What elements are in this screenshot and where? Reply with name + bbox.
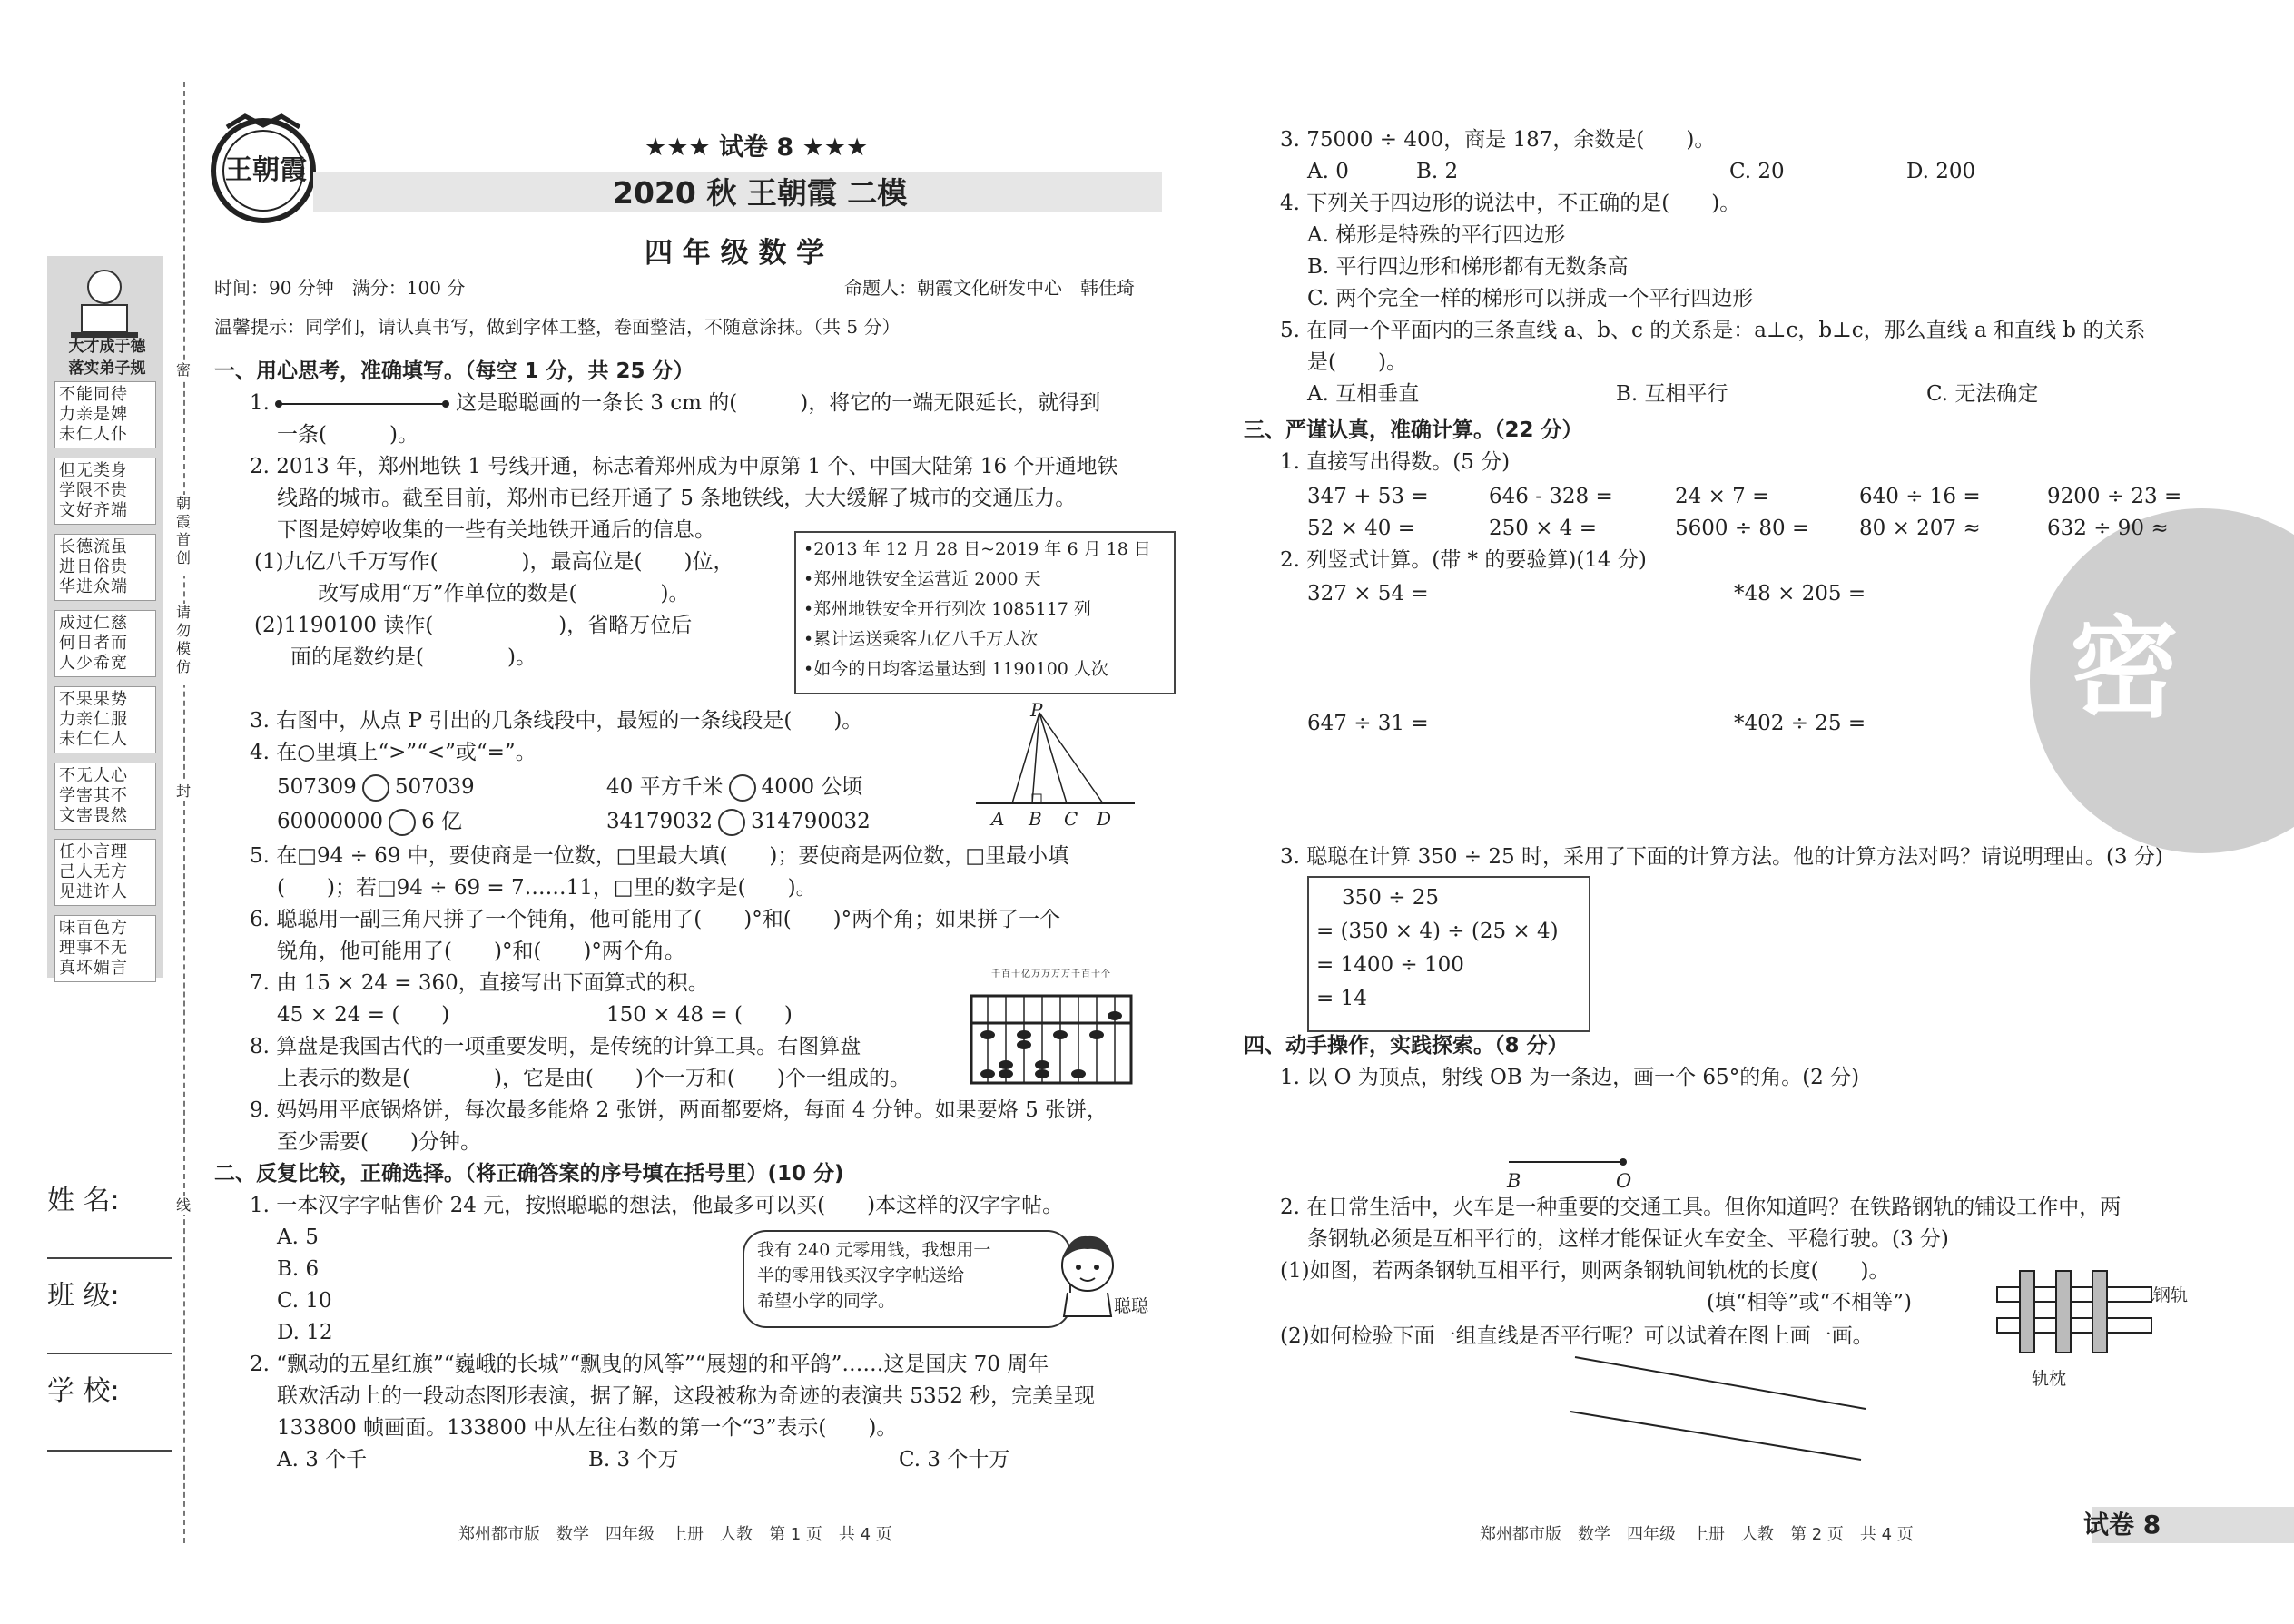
motto-line: 力亲是婢 [59,405,128,424]
c3-option[interactable]: D. 200 [1906,160,1976,183]
calc-item: 24 × 7 = [1675,485,1770,508]
q9-line-1: 9. 妈妈用平底锅烙饼，每次最多能烙 2 张饼，两面都要烙，每面 4 分钟。如果要烙 5 张饼， [250,1098,1108,1122]
exam-title: 2020 秋 王朝霞 二模 [613,175,908,211]
bubble-line: 半的零用钱买汉字字帖送给 [757,1265,965,1285]
motto-line: 任小言理 [59,842,128,861]
bubble-line: 我有 240 元零用钱，我想用一 [757,1240,991,1260]
compare-circle[interactable] [718,809,745,836]
motto-line: 不无人心 [59,766,128,785]
d2-sub-2: (2)如何检验下面一组直线是否平行呢？可以试着在图上画一画。 [1280,1324,1874,1348]
motto-line: 成过仁慈 [59,614,128,633]
c2-option[interactable]: B. 3 个万 [588,1448,679,1471]
q2-sub-2: (2)1190100 读作( )，省略万位后 [254,614,693,637]
q1-text: 这是聪聪画的一条长 3 cm 的( )，将它的一端无限延长，就得到 [456,391,1101,415]
motto-line: 未仁人仆 [59,425,128,444]
scholar-icon [64,261,145,343]
motto-block [54,763,156,830]
q2-line-1: 2. 2013 年，郑州地铁 1 号线开通，标志着郑州成为中原第 1 个、中国大陆第 16 个开通地铁 [250,455,1118,478]
calc-item: 250 × 4 = [1489,517,1598,540]
c5-line-1: 5. 在同一个平面内的三条直线 a、b、c 的关系是：a⊥c，b⊥c，那么直线 a 和直线 b 的关系 [1280,319,2146,342]
c3-option[interactable]: B. 2 [1416,160,1459,183]
motto-line: 学限不贵 [59,481,128,500]
q2-sub-1: (1)九亿八千万写作( )，最高位是( )位， [254,550,734,574]
c4-option[interactable]: C. 两个完全一样的梯形可以拼成一个平行四边形 [1307,287,1754,310]
section-1-title: 一、用心思考，准确填写。（每空 1 分，共 25 分） [214,359,694,383]
rail-figure [1993,1262,2161,1375]
q7-item-2: 150 × 48 = ( ) [606,1003,793,1027]
point-a-label: A [991,808,1005,830]
calc-item: 347 + 53 = [1307,485,1429,508]
q9-line-2: 至少需要( )分钟。 [277,1130,481,1154]
motto-line: 华进众端 [59,577,128,596]
c1-option[interactable]: A. 5 [277,1225,319,1249]
calc-item: 646 - 328 = [1489,485,1613,508]
cut-label-2: 请勿模仿 [172,604,194,685]
vertical-calc: 647 ÷ 31 = [1307,712,1429,735]
motto-line: 己人无方 [59,862,128,881]
motto-block [54,381,156,448]
cut-label-1: 朝霞首创 [172,495,194,576]
info-line: •2013 年 12 月 28 日~2019 年 6 月 18 日 [803,539,1151,559]
bubble-line: 希望小学的同学。 [757,1291,896,1311]
c1-option[interactable]: B. 6 [277,1257,320,1281]
method-line: = (350 × 4) ÷ (25 × 4) [1316,920,1559,943]
compare-circle[interactable] [729,774,756,802]
motto-line: 何日者而 [59,634,128,653]
two-lines-figure[interactable] [1566,1353,1870,1466]
motto-line: 学害其不 [59,786,128,805]
paper-number: ★★★ 试卷 8 ★★★ [645,133,869,162]
c5-option[interactable]: A. 互相垂直 [1307,382,1420,406]
motto-line: 长德流虽 [59,537,128,556]
motto-block [54,839,156,906]
motto-block [54,534,156,601]
q1-text-2: 一条( )。 [277,423,418,447]
q7-item-1: 45 × 24 = ( ) [277,1003,450,1027]
metro-info-box [794,531,1176,694]
c2-line-3: 133800 帧画面。133800 中从左往右数的第一个“3”表示( )。 [277,1416,898,1440]
q8-line-1: 8. 算盘是我国古代的一项重要发明，是传统的计算工具。右图算盘 [250,1035,861,1058]
seal-label-3: 线 [172,1196,194,1215]
compare-circle[interactable] [389,809,416,836]
rail-label: 钢轨 [2153,1285,2189,1305]
method-line: = 14 [1316,987,1367,1010]
q4-text: 4. 在○里填上“>”“<”或“=”。 [250,741,537,764]
motto-line: 力亲仁服 [59,710,128,729]
section-2-title: 二、反复比较，正确选择。（将正确答案的序号填在括号里）(10 分) [214,1162,844,1186]
ray-o-label: O [1616,1170,1632,1192]
q7-line-1: 7. 由 15 × 24 = 360，直接写出下面算式的积。 [250,971,709,995]
motto-line: 未仁仁人 [59,730,128,749]
c2-option[interactable]: C. 3 个十万 [899,1448,1010,1471]
motto-block [54,915,156,982]
vertical-calc: 327 × 54 = [1307,582,1429,605]
k2-text: 2. 列竖式计算。(带 * 的要验算)(14 分) [1280,548,1647,572]
q4-item-4: 34179032 314790032 [606,806,871,838]
c3-option[interactable]: A. 0 [1307,160,1349,183]
motto-line: 人少希宽 [59,654,128,673]
info-line: •郑州地铁安全开行列次 1085117 列 [803,599,1091,619]
name-label: 姓 名: [47,1185,120,1216]
q2-sub-1b: 改写成用“万”作单位的数是( )。 [318,582,690,605]
q1-number: 1. [250,391,270,415]
q3-text: 3. 右图中，从点 P 引出的几条线段中，最短的一条线段是( )。 [250,709,863,733]
c1-option[interactable]: C. 10 [277,1289,332,1313]
speech-bubble [743,1230,1071,1328]
segment-3cm [275,397,449,411]
paper-tag: 试卷 8 [2083,1510,2161,1540]
c4-option[interactable]: B. 平行四边形和梯形都有无数条高 [1307,255,1629,279]
school-line[interactable] [47,1450,172,1452]
c2-line-1: 2. “飘动的五星红旗”“巍峨的长城”“飘曳的风筝”“展翅的和平鸽”……这是国庆 70 周年 [250,1353,1049,1376]
q2-line-3: 下图是婷婷收集的一些有关地铁开通后的信息。 [277,518,715,542]
point-b-label: B [1029,808,1042,830]
ray-ob[interactable] [1507,1155,1629,1169]
slogan-2: 落实弟子规 [68,359,146,378]
q6-line-1: 6. 聪聪用一副三角尺拼了一个钝角，他可能用了( )°和( )°两个角；如果拼了一个 [250,908,1061,931]
motto-line: 进日俗贵 [59,557,128,576]
method-line: 350 ÷ 25 [1342,886,1440,910]
section-3-title: 三、严谨认真，准确计算。（22 分） [1244,418,1583,442]
c4-text: 4. 下列关于四边形的说法中，不正确的是( )。 [1280,192,1741,215]
q2-line-2: 线路的城市。截至目前，郑州市已经开通了 5 条地铁线，大大缓解了城市的交通压力。 [277,487,1077,510]
page-1-footer: 郑州都市版 数学 四年级 上册 人教 第 1 页 共 4 页 [458,1525,892,1544]
motto-block [54,458,156,525]
calc-item: 9200 ÷ 23 = [2047,485,2182,508]
calc-item: 80 × 207 ≈ [1859,517,1981,540]
boy-name: 聪聪 [1114,1296,1149,1316]
warm-tip: 温馨提示：同学们，请认真书写，做到字体工整，卷面整洁，不随意涂抹。（共 5 分） [214,316,901,338]
slogan-1: 大才成于德 [68,338,146,356]
motto-line: 不能同待 [59,385,128,404]
motto-block [54,686,156,753]
abacus-labels: 千百十亿万万万万千百十个 [991,969,1111,979]
k1-text: 1. 直接写出得数。(5 分) [1280,450,1511,474]
boy-congcong-icon [1051,1227,1124,1318]
k3-text: 3. 聪聪在计算 350 ÷ 25 时，采用了下面的计算方法。他的计算方法对吗？请说明理由。(3 分) [1280,845,2163,869]
d1-text: 1. 以 O 为顶点，射线 OB 为一条边，画一个 65°的角。(2 分) [1280,1066,1860,1089]
subject-title: 四 年 级 数 学 [645,237,825,270]
seal-label: 密 [172,361,194,379]
calc-item: 640 ÷ 16 = [1859,485,1981,508]
fold-line [183,82,185,1543]
motto-list [54,381,156,991]
q6-line-2: 锐角，他可能用了( )°和( )°两个角。 [277,940,685,963]
class-label: 班 级: [47,1280,120,1312]
c1-text: 1. 一本汉字字帖售价 24 元，按照聪聪的想法，他最多可以买( )本这样的汉字字帖。 [250,1194,1064,1217]
q2-sub-2b: 面的尾数约是( )。 [290,645,537,669]
secret-stamp-glyph: 密 [2070,606,2179,733]
q4-item-1: 507309 507039 [277,772,475,803]
vertical-calc: *402 ÷ 25 = [1734,712,1866,735]
exam-time: 时间：90 分钟 满分：100 分 [214,277,466,299]
d2-sub-1b: (填“相等”或“不相等”) [1707,1291,1912,1314]
q4-item-2: 40 平方千米 4000 公顷 [606,772,862,803]
d2-sub-1: (1)如图，若两条钢轨互相平行，则两条钢轨间轨枕的长度( )。 [1280,1259,1890,1283]
c1-option[interactable]: D. 12 [277,1321,333,1344]
class-line[interactable] [47,1353,172,1354]
motto-line: 味百色方 [59,919,128,938]
calc-item: 5600 ÷ 80 = [1675,517,1810,540]
d2-line-2: 条钢轨必须是互相平行的，这样才能保证火车安全、平稳行驶。(3 分) [1307,1227,1949,1251]
c3-option[interactable]: C. 20 [1729,160,1785,183]
point-c-label: C [1064,808,1078,830]
motto-line: 文好齐端 [59,501,128,520]
motto-block [54,610,156,677]
info-line: •如今的日均客运量达到 1190100 人次 [803,659,1108,679]
sleeper-label: 轨枕 [2032,1369,2067,1389]
motto-line: 理事不无 [59,939,128,958]
c5-option[interactable]: C. 无法确定 [1926,382,2039,406]
section-4-title: 四、动手操作，实践探索。（8 分） [1244,1034,1569,1058]
c4-option[interactable]: A. 梯形是特殊的平行四边形 [1307,223,1566,247]
q5-line-2: ( )；若□94 ÷ 69 = 7……11，□里的数字是( )。 [277,876,817,900]
c5-option[interactable]: B. 互相平行 [1616,382,1728,406]
seal-label-2: 封 [172,782,194,801]
motto-line: 但无类身 [59,461,128,480]
c2-line-2: 联欢活动上的一段动态图形表演，据了解，这段被称为奇迹的表演共 5352 秒，完美呈现 [277,1384,1096,1408]
compare-circle[interactable] [362,774,389,802]
c5-line-2: 是( )。 [1307,350,1407,374]
info-line: •累计运送乘客九亿八千万人次 [803,629,1039,649]
name-line[interactable] [47,1257,172,1259]
abacus-icon [970,994,1133,1085]
point-d-label: D [1097,808,1112,830]
motto-line: 真坏媚言 [59,959,128,978]
exam-author: 命题人：朝霞文化研发中心 韩佳琦 [844,277,1135,299]
page-2-footer: 郑州都市版 数学 四年级 上册 人教 第 2 页 共 4 页 [1480,1525,1914,1544]
school-label: 学 校: [47,1375,120,1407]
d2-line-1: 2. 在日常生活中，火车是一种重要的交通工具。但你知道吗？在铁路钢轨的铺设工作中，两 [1280,1196,2122,1219]
motto-line: 文害畏然 [59,806,128,825]
method-box [1307,876,1590,1032]
q4-item-3: 60000000 6 亿 [277,806,462,838]
brand-logo-text: 王朝霞 [225,154,307,186]
calc-item: 52 × 40 = [1307,517,1416,540]
calc-item: 632 ÷ 90 ≈ [2047,517,2169,540]
c2-option[interactable]: A. 3 个千 [277,1448,368,1471]
motto-line: 不果果势 [59,690,128,709]
q5-line-1: 5. 在□94 ÷ 69 中，要使商是一位数，□里最大填( )；要使商是两位数，□里最小填 [250,844,1069,868]
motto-line: 见进许人 [59,882,128,901]
method-line: = 1400 ÷ 100 [1316,953,1464,977]
info-line: •郑州地铁安全运营近 2000 天 [803,569,1041,589]
ray-b-label: B [1507,1170,1521,1192]
vertical-calc: *48 × 205 = [1734,582,1866,605]
point-p-label: P [1030,699,1043,721]
c3-text: 3. 75000 ÷ 400，商是 187，余数是( )。 [1280,128,1716,152]
q8-line-2: 上表示的数是( )，它是由( )个一万和( )个一组成的。 [277,1067,911,1090]
